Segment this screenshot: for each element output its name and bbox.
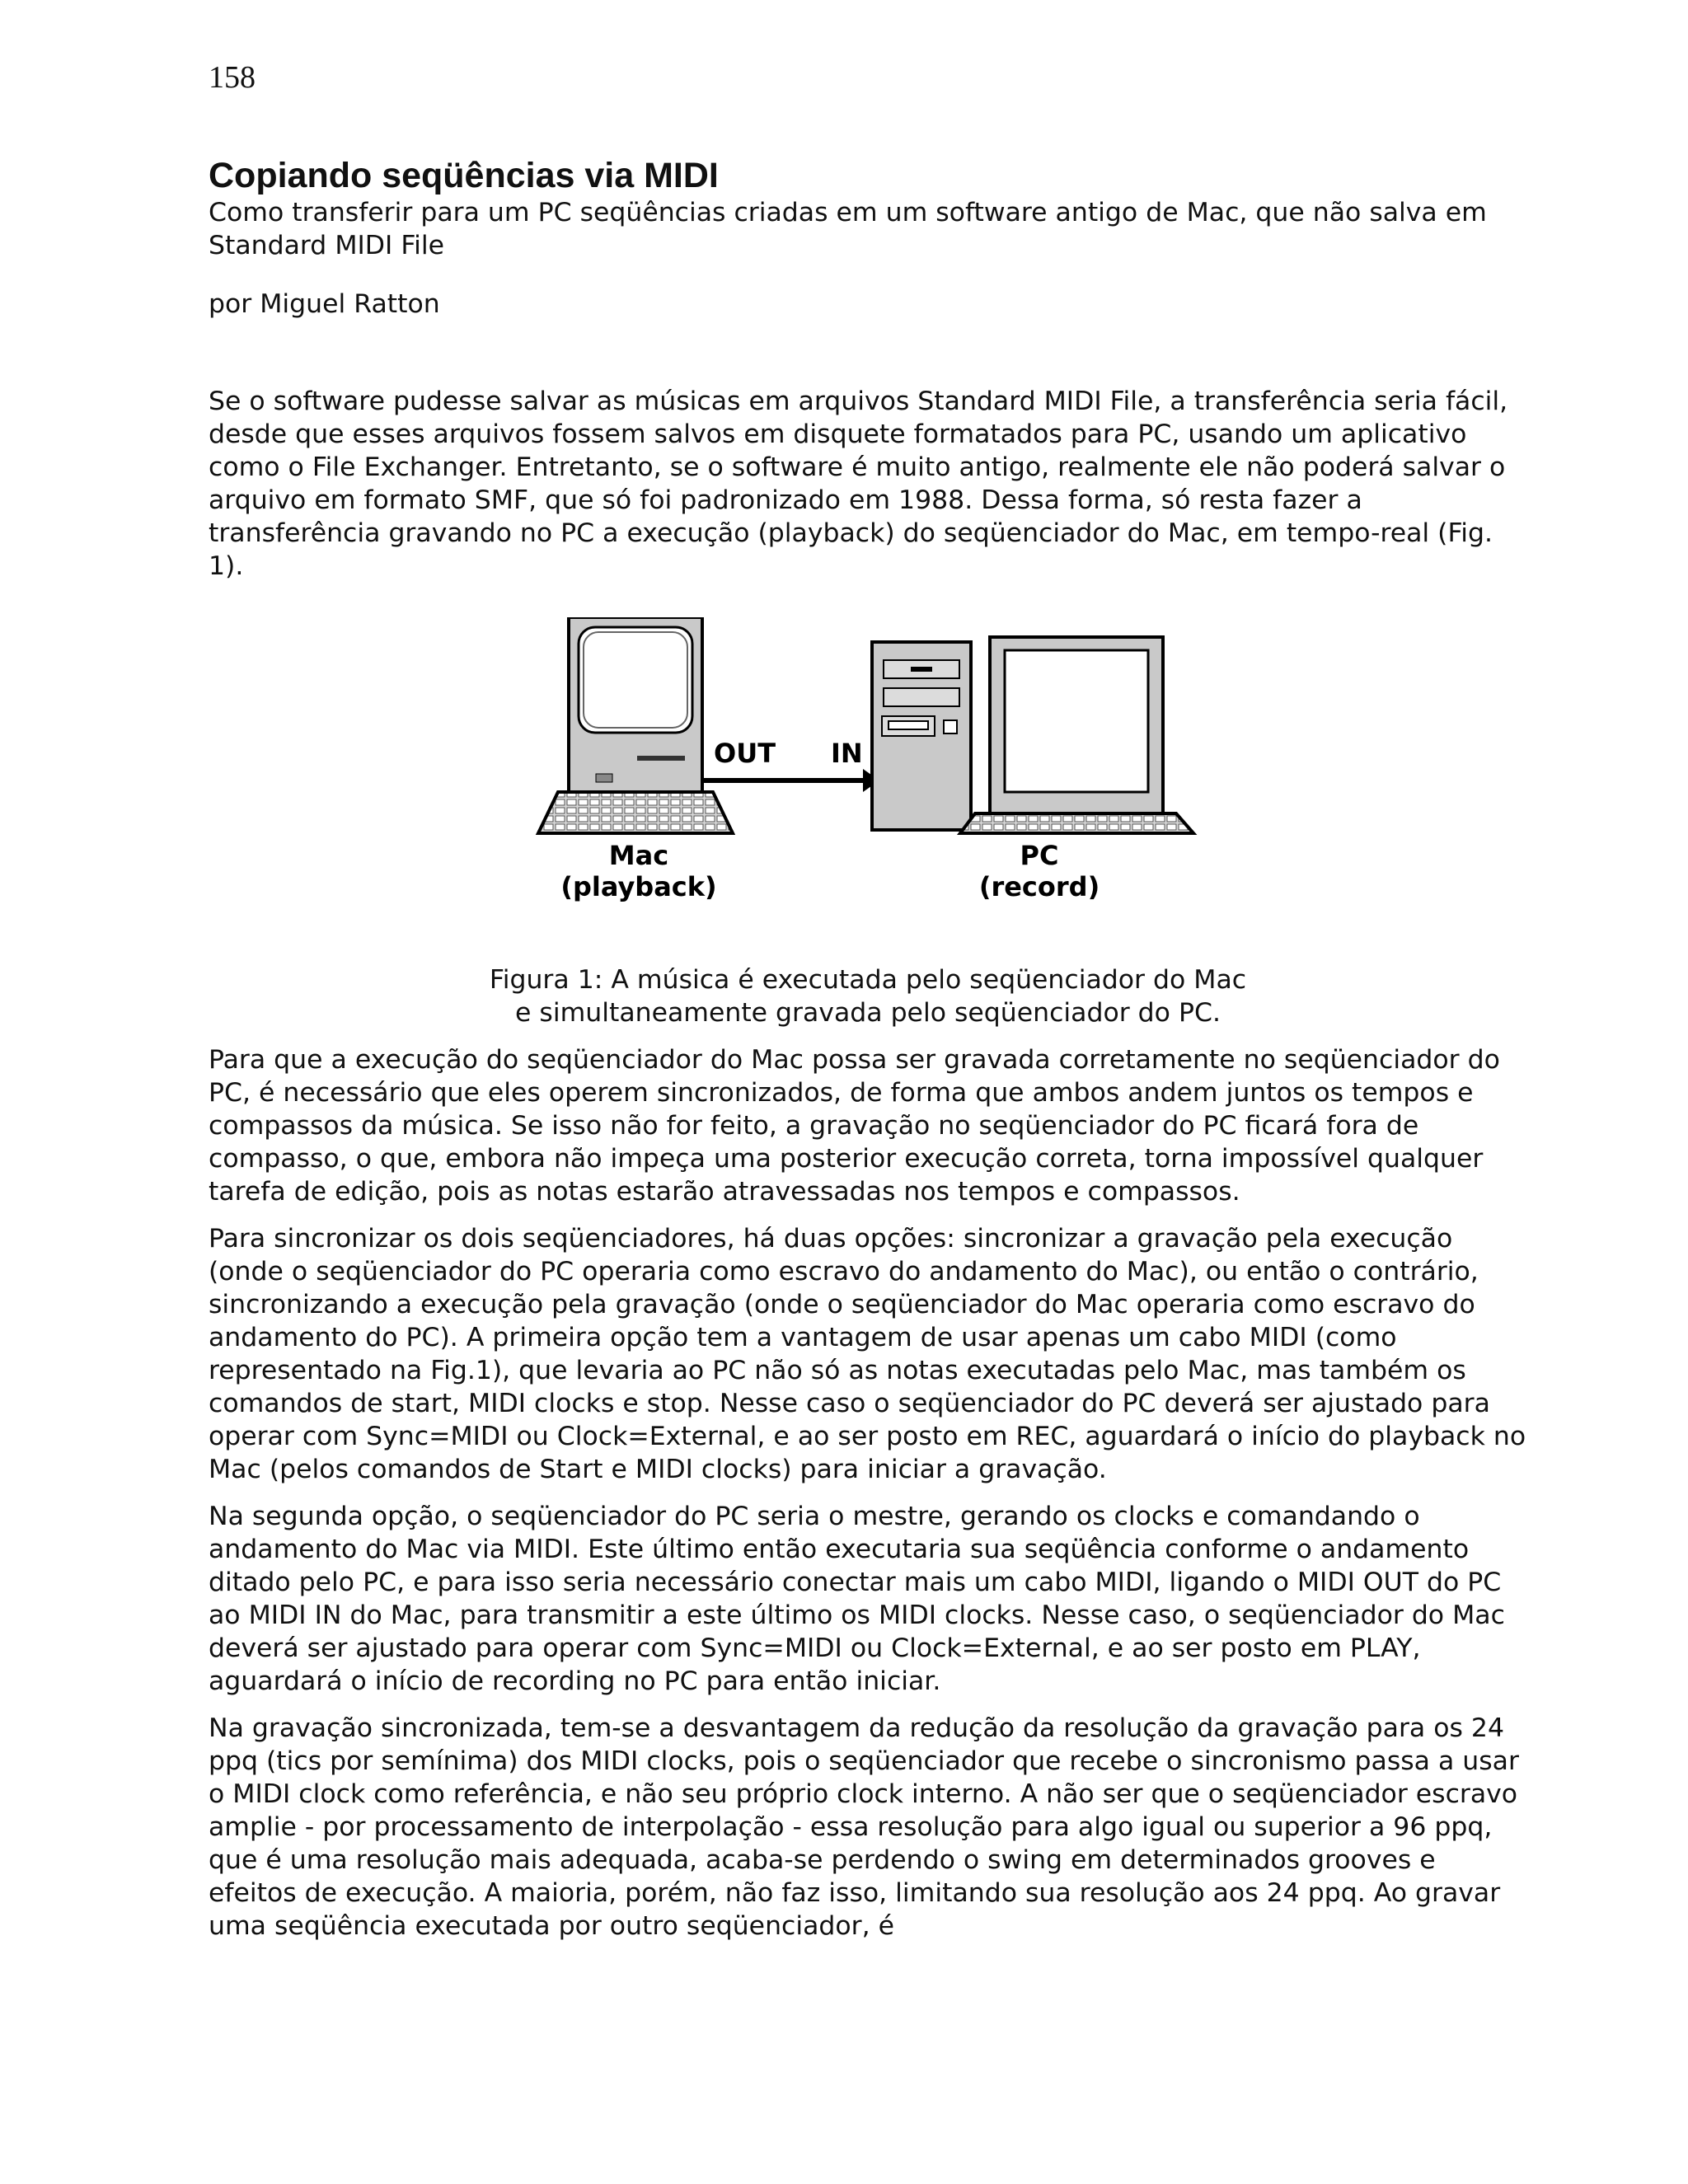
mac-pc-midi-diagram (209, 617, 1527, 963)
pc-monitor-icon (960, 637, 1193, 833)
caption-line-1: Figura 1: A música é executada pelo seqüenciador do Mac (489, 965, 1247, 995)
paragraph-sync-options: Para sincronizar os dois seqüenciadores, há duas opções: sincronizar a gravação pela execução (onde o seqüenciador do PC operaria como escravo do andamento do Mac), ou então o contrário, sincronizando a execução pela gravação (onde o seqüenciador do Mac operaria como escravo do andamento do PC). A primeira opção tem a vantagem de usar apenas um cabo MIDI (como representado na Fig.1), que levaria ao PC não só as notas executadas pelo Mac, mas também os comandos de start, MIDI clocks e stop. Nesse caso o seqüenciador do PC deverá ser ajustado para operar com Sync=MIDI ou Clock=External, e ao ser posto em REC, aguardará o início do playback no Mac (pelos comandos de Start e MIDI clocks) para iniciar a gravação. (209, 1224, 1526, 1484)
page-number: 158 (209, 60, 256, 95)
mac-label: Mac (608, 840, 669, 871)
article-author: por Miguel Ratton (209, 289, 440, 319)
pc-label: PC (1020, 840, 1059, 871)
paragraph-intro: Se o software pudesse salvar as músicas em arquivos Standard MIDI File, a transferência seria fácil, desde que esses arquivos fossem salvos em disquete formatados para PC, usando um aplicativo como o File Exchanger. Entretanto, se o software é muito antigo, realmente ele não poderá salvar o arquivo em formato SMF, que só foi padronizado em 1988. Dessa forma, só resta fazer a transferência gravando no PC a execução (playback) do seqüenciador do Mac, em tempo-real (Fig. 1). (209, 387, 1508, 581)
mac-role-label: (playback) (560, 871, 717, 902)
label-in: IN (831, 738, 863, 769)
label-out: OUT (714, 738, 776, 769)
figure-caption (209, 963, 1527, 1029)
midi-cable-arrow (702, 769, 879, 792)
article-body (209, 155, 1527, 1957)
paragraph-second-option: Na segunda opção, o seqüenciador do PC seria o mestre, gerando os clocks e comandando o andamento do Mac via MIDI. Este último então executaria sua seqüência conforme o andamento ditado pelo PC, e para isso seria necessário conectar mais um cabo MIDI, ligando o MIDI OUT do PC ao MIDI IN do Mac, para transmitir a este último os MIDI clocks. Nesse caso, o seqüenciador do Mac deverá ser ajustado para operar com Sync=MIDI ou Clock=External, e ao ser posto em PLAY, aguardará o início de recording no PC para então iniciar. (209, 1502, 1505, 1696)
article-subtitle: Como transferir para um PC seqüências criadas em um software antigo de Mac, que não salva em Standard MIDI File (209, 198, 1487, 260)
pc-role-label: (record) (978, 871, 1100, 902)
figure-1 (209, 617, 1527, 963)
pc-tower-icon (872, 642, 971, 830)
paragraph-sync-need: Para que a execução do seqüenciador do Mac possa ser gravada corretamente no seqüenciador do PC, é necessário que eles operem sincronizados, de forma que ambos andem juntos os tempos e compassos da música. Se isso não for feito, a gravação no seqüenciador do PC ficará fora de compasso, o que, embora não impeça uma posterior execução correta, torna impossível qualquer tarefa de edição, pois as notas estarão atravessadas nos tempos e compassos. (209, 1045, 1500, 1207)
article-title: Copiando seqüências via MIDI (209, 156, 719, 195)
mac-computer-icon (538, 617, 733, 833)
paragraph-resolution: Na gravação sincronizada, tem-se a desvantagem da redução da resolução da gravação para os 24 ppq (tics por semínima) dos MIDI clocks, pois o seqüenciador que recebe o sincronismo passa a usar o MIDI clock como referência, e não seu próprio clock interno. A não ser que o seqüenciador escravo amplie - por processamento de interpolação - essa resolução para algo igual ou superior a 96 ppq, que é uma resolução mais adequada, acaba-se perdendo o swing em determinados grooves e efeitos de execução. A maioria, porém, não faz isso, limitando sua resolução aos 24 ppq. Ao gravar uma seqüência executada por outro seqüenciador, é (209, 1713, 1519, 1941)
caption-line-2: e simultaneamente gravada pelo seqüenciador do PC. (515, 998, 1221, 1028)
